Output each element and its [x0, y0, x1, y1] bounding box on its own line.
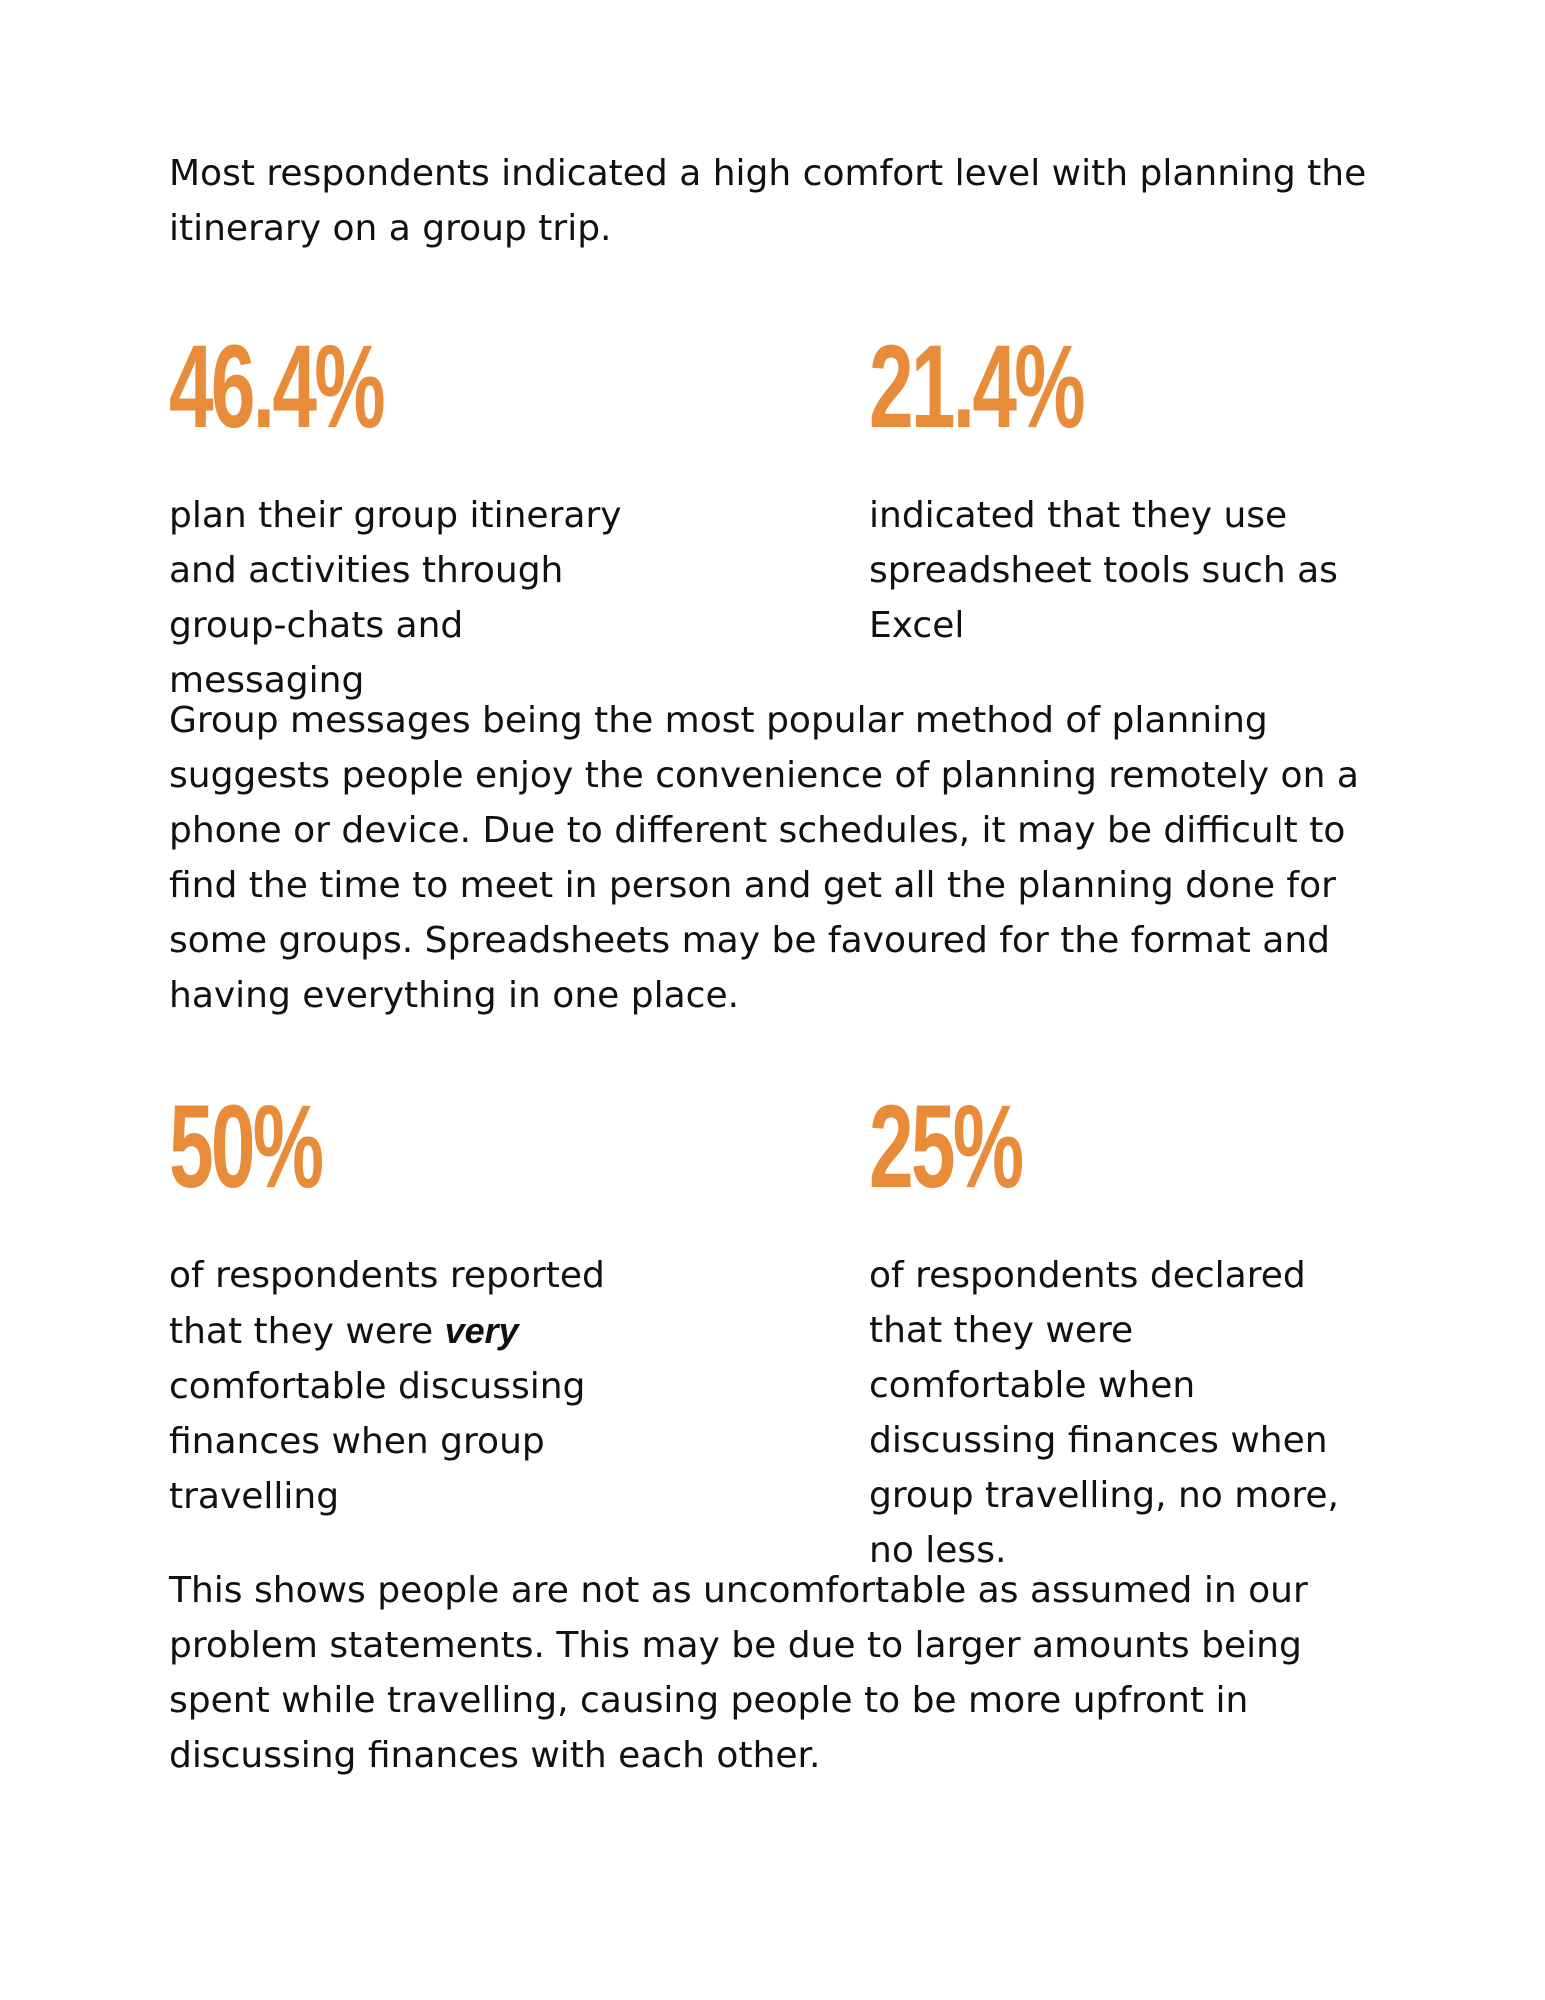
- discussion-paragraph: Group messages being the most popular method of planning suggests people enjoy the convenience of planning remotely on a phone or device. Due to different schedules, it may be difficult to find the time to meet in person and get all the planning done for some groups. Spreadsheets may be favoured for the format and having everything in one place.: [169, 700, 1359, 1016]
- stat-block-comfortable: [869, 1081, 1429, 1578]
- intro-paragraph: Most respondents indicated a high comfort level with planning the itinerary on a group trip.: [169, 153, 1367, 249]
- stat-description-before: of respondents reported that they were: [169, 1255, 605, 1352]
- report-page: [169, 0, 1399, 2000]
- stat-description: plan their group itinerary and activities through group-chats and messaging: [169, 495, 622, 701]
- stat-block-group-chat: [169, 321, 729, 708]
- stat-value: 50%: [169, 1081, 322, 1213]
- stat-description-after: comfortable discussing finances when group travelling: [169, 1366, 586, 1517]
- stat-value: 21.4%: [869, 321, 1083, 453]
- stat-value: 46.4%: [169, 321, 383, 453]
- stat-description: indicated that they use spreadsheet tools such as Excel: [869, 495, 1338, 646]
- stat-description: of respondents declared that they were comfortable when discussing finances when group travelling, no more, no less.: [869, 1255, 1339, 1571]
- stat-description: [169, 1248, 609, 1524]
- stat-description-emphasis: very: [444, 1310, 519, 1351]
- stat-block-spreadsheet: [869, 321, 1429, 653]
- conclusion-paragraph: This shows people are not as uncomfortable as assumed in our problem statements. This may be due to larger amounts being spent while travelling, causing people to be more upfront in discussing finances with each other.: [169, 1570, 1308, 1776]
- stat-value: 25%: [869, 1081, 1022, 1213]
- stat-block-very-comfortable: [169, 1081, 729, 1524]
